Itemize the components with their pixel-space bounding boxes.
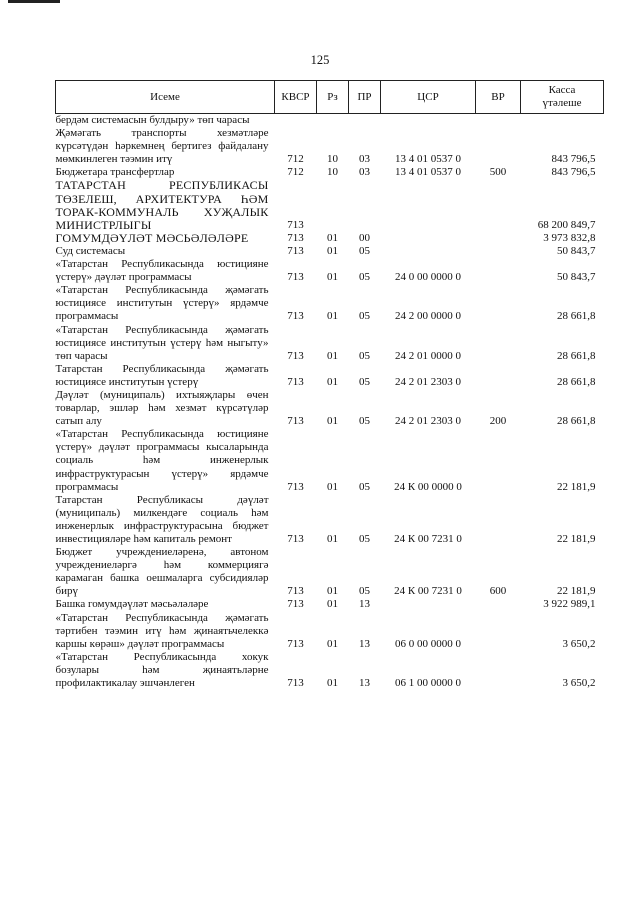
scan-mark — [8, 0, 60, 3]
row-rz: 01 — [327, 585, 338, 598]
row-kvsr: 713 — [287, 349, 304, 362]
table-body — [56, 114, 604, 691]
row-pr: 05 — [359, 271, 370, 284]
row-vr — [476, 258, 521, 284]
row-name: «Татарстан Республикасында җәмәгать юстициясе институтын үстерү» ярдәмче программасы — [55, 284, 269, 323]
row-kvsr: 713 — [287, 310, 304, 323]
row-kvsr: 713 — [287, 218, 304, 231]
row-kvsr: 713 — [287, 480, 304, 493]
row-rz — [317, 114, 349, 128]
row-rz: 01 — [327, 637, 338, 650]
table-row — [56, 232, 604, 245]
row-vr — [476, 363, 521, 389]
row-cash: 3 650,2 — [562, 677, 596, 690]
row-name: «Татарстан Республикасында җәмәгать юстициясе институтын үстерү һәм ныгыту» төп чарасы — [55, 323, 269, 362]
header-vr: ВР — [476, 81, 521, 114]
row-name: «Татарстан Республикасында җәмәгать тәртибен тәэмин итү һәм җинаятьчелеккә каршы көрәш» дәүләт программасы — [55, 611, 269, 650]
row-pr: 03 — [359, 153, 370, 166]
table-row — [56, 127, 604, 166]
row-rz: 01 — [327, 271, 338, 284]
budget-table — [55, 80, 604, 690]
row-kvsr: 713 — [287, 271, 304, 284]
row-kvsr: 713 — [287, 533, 304, 545]
row-name: Татарстан Республикасында җәмәгать юстициясе институтын үстерү — [55, 362, 269, 388]
table-row — [56, 114, 604, 128]
header-kassa — [521, 81, 604, 114]
row-csr: 24 К 00 7231 0 — [394, 585, 462, 598]
row-rz: 01 — [327, 533, 338, 545]
table-row — [56, 179, 604, 231]
row-rz: 01 — [327, 375, 338, 388]
row-name: «Татарстан Республикасында юстицияне үстерү» дәүләт программасы кысаларында социаль һәм инженерлык инфраструктурасын үстерү» ярдәмче программасы — [55, 428, 269, 493]
row-name: «Татарстан Республикасында хокук бозулары һәм җинаятьләрне профилактикалау эшчәнлеген — [55, 650, 269, 690]
row-name: Суд системасы — [55, 244, 126, 257]
row-kvsr: 713 — [287, 677, 304, 690]
row-vr — [476, 232, 521, 245]
row-rz: 01 — [327, 349, 338, 362]
table-header — [56, 81, 604, 114]
page-number: 125 — [310, 53, 330, 67]
row-vr — [476, 245, 521, 258]
row-kvsr: 712 — [287, 166, 304, 179]
row-kvsr — [275, 114, 317, 128]
table-row — [56, 245, 604, 258]
row-rz: 01 — [327, 677, 338, 690]
table-row — [56, 389, 604, 428]
row-kvsr: 713 — [287, 244, 304, 257]
row-csr: 24 2 01 2303 0 — [395, 375, 461, 388]
row-pr: 00 — [359, 231, 370, 244]
row-csr: 24 К 00 0000 0 — [394, 480, 462, 493]
row-pr: 05 — [359, 585, 370, 598]
table-row — [56, 494, 604, 546]
row-cash — [521, 114, 604, 128]
row-cash: 22 181,9 — [557, 480, 596, 493]
table-row — [56, 284, 604, 323]
row-csr: 24 К 00 7231 0 — [394, 533, 462, 545]
table-row — [56, 363, 604, 389]
row-csr — [381, 232, 476, 245]
row-csr: 24 2 00 0000 0 — [395, 310, 461, 323]
row-vr — [476, 612, 521, 651]
row-vr — [476, 651, 521, 690]
row-name: ТАТАРСТАН РЕСПУБЛИКАСЫ ТӨЗЕЛЕШ, АРХИТЕКТУРА ҺӘМ ТОРАК-КОММУНАЛЬ ХУҖАЛЫК МИНИСТРЛЫГЫ — [55, 178, 269, 232]
row-rz: 01 — [327, 598, 338, 611]
row-csr — [381, 598, 476, 611]
row-pr: 05 — [359, 244, 370, 257]
row-kvsr: 713 — [287, 585, 304, 598]
row-cash: 3 922 989,1 — [543, 598, 596, 611]
header-kassa-line1: Касса — [548, 84, 576, 96]
row-kvsr: 713 — [287, 375, 304, 388]
row-name: Башка гомумдәүләт мәсьәләләре — [55, 598, 209, 611]
row-kvsr: 712 — [287, 153, 304, 166]
header-kassa-line2: үтәлеше — [542, 97, 582, 109]
row-csr — [381, 114, 476, 128]
row-vr — [476, 428, 521, 493]
row-rz: 10 — [327, 153, 338, 166]
row-vr — [476, 127, 521, 166]
table-row — [56, 428, 604, 493]
row-cash: 843 796,5 — [551, 166, 596, 179]
row-rz: 01 — [327, 480, 338, 493]
row-rz: 01 — [327, 415, 338, 428]
row-cash: 28 661,8 — [557, 415, 596, 428]
row-name: Дәүләт (муниципаль) ихтыяҗлары өчен товарлар, эшләр һәм хезмәт күрсәтүләр сатып алу — [55, 388, 269, 428]
row-vr: 600 — [489, 585, 507, 598]
row-cash: 50 843,7 — [557, 244, 596, 257]
header-csr: ЦСР — [381, 81, 476, 114]
row-csr: 13 4 01 0537 0 — [395, 153, 461, 166]
row-cash: 28 661,8 — [557, 310, 596, 323]
row-cash: 68 200 849,7 — [537, 218, 596, 231]
table-row — [56, 546, 604, 598]
row-pr: 05 — [359, 349, 370, 362]
row-pr: 13 — [359, 677, 370, 690]
row-pr: 05 — [359, 310, 370, 323]
row-name: бердәм системасын булдыру» төп чарасы — [55, 114, 250, 126]
row-name: Бюджетара трансфертлар — [55, 166, 175, 179]
row-name: Бюджет учреждениеләренә, автоном учреждениеләргә һәм коммерциягә карамаган башка оешмаларга субсидияләр бирү — [55, 546, 269, 598]
row-pr: 05 — [359, 533, 370, 545]
header-kvsr: КВСР — [275, 81, 317, 114]
row-rz — [317, 179, 349, 231]
row-cash: 22 181,9 — [557, 533, 596, 545]
table-row — [56, 651, 604, 690]
row-vr — [476, 494, 521, 546]
row-csr: 24 0 00 0000 0 — [395, 271, 461, 284]
row-cash: 843 796,5 — [551, 153, 596, 166]
table-row — [56, 324, 604, 363]
header-name: Исеме — [56, 81, 275, 114]
row-name: Татарстан Республикасы дәүләт (муниципаль) милкендәге социаль һәм инженерлык инфраструктурасына бюджет инвестицияләре һәм капиталь ремонт — [55, 493, 269, 545]
row-pr: 03 — [359, 166, 370, 179]
row-rz: 10 — [327, 166, 338, 179]
row-vr — [476, 114, 521, 128]
row-cash: 28 661,8 — [557, 375, 596, 388]
row-name: «Татарстан Республикасында юстицияне үстерү» дәүләт программасы — [55, 258, 269, 284]
row-vr: 500 — [489, 166, 507, 179]
row-pr: 13 — [359, 598, 370, 611]
row-csr: 06 1 00 0000 0 — [395, 677, 461, 690]
row-csr — [381, 179, 476, 231]
header-rz: Рз — [317, 81, 349, 114]
row-csr — [381, 245, 476, 258]
table-row — [56, 612, 604, 651]
row-kvsr: 713 — [287, 231, 304, 244]
header-pr: ПР — [349, 81, 381, 114]
row-kvsr: 713 — [287, 415, 304, 428]
row-cash: 3 650,2 — [562, 637, 596, 650]
table-row — [56, 258, 604, 284]
row-rz: 01 — [327, 244, 338, 257]
row-cash: 3 973 832,8 — [543, 231, 596, 244]
row-pr: 05 — [359, 480, 370, 493]
row-rz: 01 — [327, 231, 338, 244]
row-csr: 06 0 00 0000 0 — [395, 637, 461, 650]
row-cash: 50 843,7 — [557, 271, 596, 284]
table-row — [56, 598, 604, 611]
row-pr: 05 — [359, 375, 370, 388]
row-vr — [476, 598, 521, 611]
row-vr — [476, 284, 521, 323]
row-pr: 05 — [359, 415, 370, 428]
row-rz: 01 — [327, 310, 338, 323]
row-name: Җәмәгать транспорты хезмәтләре күрсәтүдән һәркемнең бертигез файдалану мөмкинлеген тәэмин итү — [55, 127, 269, 166]
row-csr: 24 2 01 0000 0 — [395, 349, 461, 362]
row-pr: 13 — [359, 637, 370, 650]
row-vr — [476, 179, 521, 231]
row-pr — [349, 114, 381, 128]
row-cash: 22 181,9 — [557, 585, 596, 598]
row-csr: 24 2 01 2303 0 — [395, 415, 461, 428]
row-vr: 200 — [489, 415, 507, 428]
row-kvsr: 713 — [287, 598, 304, 611]
row-pr — [349, 179, 381, 231]
row-cash: 28 661,8 — [557, 349, 596, 362]
row-vr — [476, 324, 521, 363]
row-kvsr: 713 — [287, 637, 304, 650]
row-csr: 13 4 01 0537 0 — [395, 166, 461, 179]
row-name: ГОМУМДӘҮЛӘТ МӘСЬӘЛӘЛӘРЕ — [55, 230, 249, 245]
